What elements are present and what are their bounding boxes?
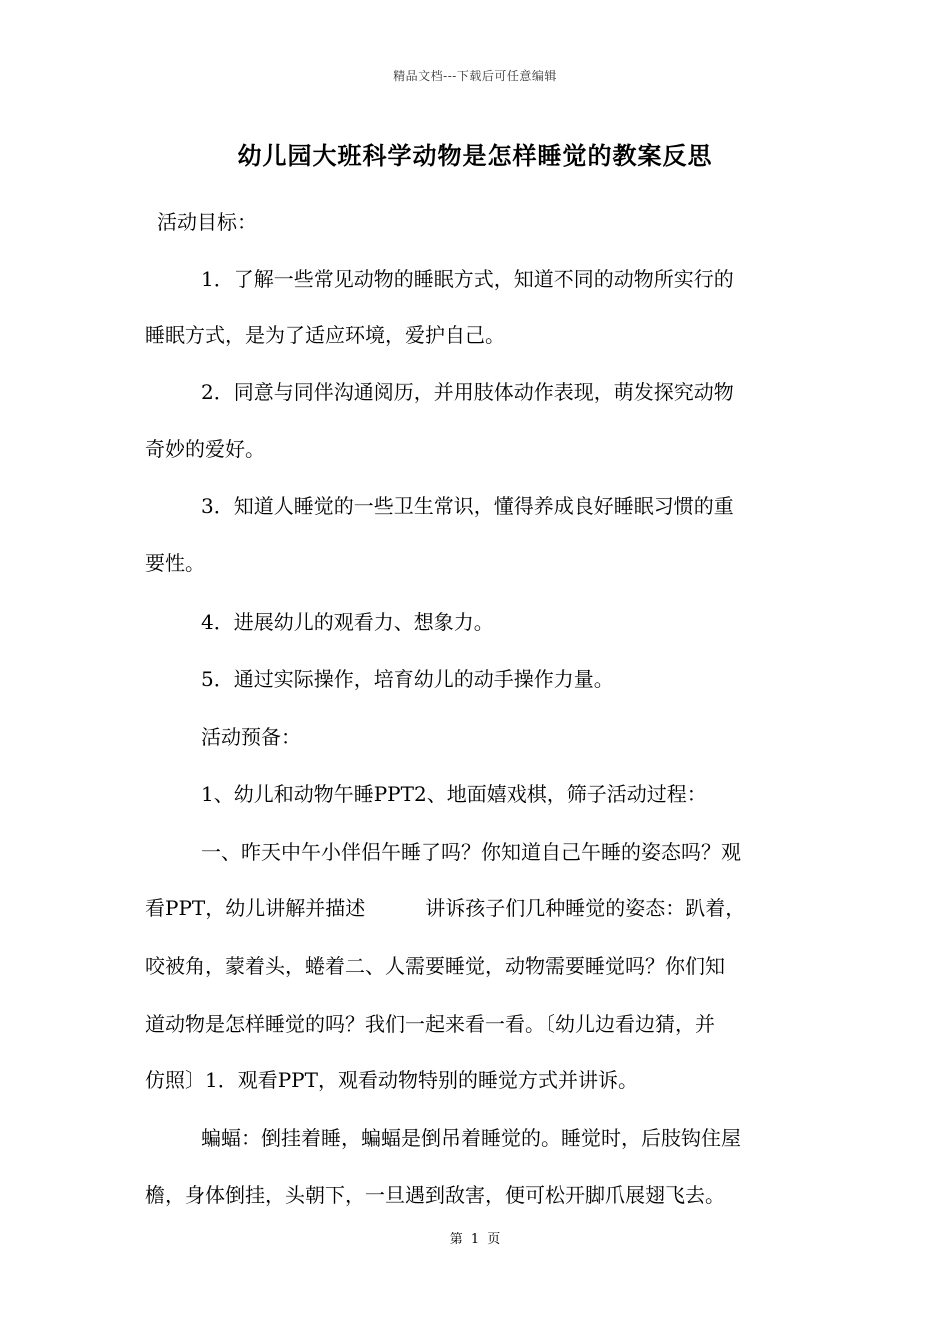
body-line: 3．知道人睡觉的一些卫生常识，懂得养成良好睡眠习惯的重 <box>201 494 734 518</box>
body-line: 4．进展幼儿的观看力、想象力。 <box>201 610 494 634</box>
page-number: 第 1 页 <box>449 1232 501 1247</box>
body-line: 道动物是怎样睡觉的吗？我们一起来看一看。〔幼儿边看边猜，并 <box>145 1012 715 1036</box>
header-note: 精品文档---下载后可任意编辑 <box>393 69 557 83</box>
body-line: 5．通过实际操作，培育幼儿的动手操作力量。 <box>201 667 614 691</box>
body-line: 1．了解一些常见动物的睡眠方式，知道不同的动物所实行的 <box>201 267 734 291</box>
body-line: 蝙蝠：倒挂着睡，蝙蝠是倒吊着睡觉的。睡觉时，后肢钩住屋 <box>201 1126 741 1150</box>
body-line: 1、幼儿和动物午睡PPT2、地面嬉戏棋，筛子活动过程： <box>201 782 707 806</box>
body-line: 睡眠方式，是为了适应环境，爱护自己。 <box>145 323 505 347</box>
document-title: 幼儿园大班科学动物是怎样睡觉的教案反思 <box>237 141 713 170</box>
body-line: 一、昨天中午小伴侣午睡了吗？你知道自己午睡的姿态吗？观 <box>201 840 741 864</box>
body-line: 2．同意与同伴沟通阅历，并用肢体动作表现，萌发探究动物 <box>201 380 734 404</box>
body-line: 奇妙的爱好。 <box>145 437 265 461</box>
body-line: 咬被角，蒙着头，蜷着二、人需要睡觉，动物需要睡觉吗？你们知 <box>145 954 725 978</box>
section-heading-preparation: 活动预备： <box>201 725 301 749</box>
body-line: 看PPT，幼儿讲解并描述 讲诉孩子们几种睡觉的姿态：趴着， <box>145 896 746 920</box>
section-heading-goals: 活动目标： <box>157 210 257 234</box>
body-line: 檐，身体倒挂，头朝下，一旦遇到敌害，便可松开脚爪展翅飞去。 <box>145 1183 725 1207</box>
body-line: 仿照〕1．观看PPT，观看动物特别的睡觉方式并讲诉。 <box>145 1068 638 1092</box>
body-line: 要性。 <box>145 551 205 575</box>
